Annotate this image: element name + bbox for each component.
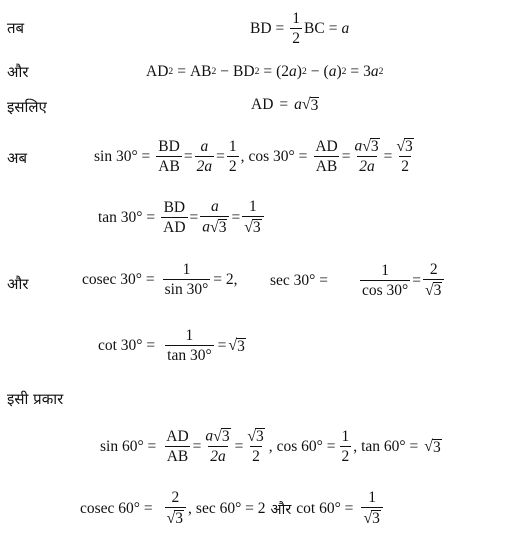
radicand: 3	[256, 428, 264, 445]
eq-ad-value	[251, 96, 319, 114]
comma: ,	[240, 147, 245, 165]
eq-cosec30	[82, 262, 238, 299]
numerator	[352, 138, 381, 156]
fraction-a-over-a-root3	[200, 199, 229, 237]
comma: ,	[353, 437, 358, 455]
radicand: 3	[237, 338, 245, 355]
radicand: 3	[252, 219, 261, 237]
label-isi-prakar: इसी प्रकार	[7, 390, 64, 408]
denominator: 2	[401, 158, 409, 176]
cos30-text: cos 30° =	[248, 147, 308, 165]
denominator: 2	[252, 448, 260, 466]
bd-text: BD	[250, 20, 272, 38]
equals-sign: =	[183, 147, 193, 165]
denominator: tan 30°	[167, 347, 212, 365]
paren-close: )	[296, 63, 302, 80]
numerator: AD	[315, 137, 338, 155]
fraction-ad-ab	[164, 429, 190, 466]
fraction-2-root3	[165, 490, 186, 528]
var-a: a	[328, 63, 337, 80]
equals-sign: =	[234, 437, 244, 455]
var-a: a	[294, 96, 302, 113]
denominator: 2a	[196, 157, 213, 175]
radical-sign: √	[210, 218, 219, 236]
radical-sign: √	[228, 337, 238, 355]
equals-sign: =	[189, 208, 199, 226]
sqrt-three	[362, 138, 379, 155]
radicand: 3	[218, 219, 227, 237]
radicand: 3	[432, 438, 441, 456]
minus-sign: −	[310, 63, 320, 80]
comma: ,	[188, 499, 192, 517]
ad-text: AD	[146, 63, 169, 80]
denominator: 2a	[359, 158, 375, 176]
fraction-bd-ab	[156, 139, 182, 176]
denominator: 2	[228, 157, 237, 175]
eq-sin30-cos30	[94, 138, 418, 176]
radical-sign: √	[166, 509, 176, 527]
numerator: 2	[171, 489, 180, 506]
fraction-1-sin30	[163, 262, 211, 299]
fraction-root3-2	[394, 138, 415, 176]
radical-sign: √	[213, 427, 222, 445]
eq-ad-squared: AD 2 = AB 2 − BD 2 = (2 a ) 2 − ( a ) 2 = 3 a 2	[146, 63, 384, 80]
denominator: 2	[292, 30, 301, 48]
denominator	[361, 507, 382, 527]
denominator	[423, 279, 444, 299]
numerator	[245, 428, 266, 446]
sqrt-three	[302, 96, 319, 114]
bc-text: BC	[304, 20, 325, 38]
numerator: 1	[249, 198, 257, 215]
sqrt-three	[425, 282, 442, 299]
eq-tan30	[98, 199, 266, 237]
equals-two-text: = 2,	[213, 271, 238, 289]
numerator: 1	[182, 261, 191, 278]
ab-text: AB	[189, 63, 212, 80]
equals-sign: =	[263, 63, 273, 80]
label-aur-1: और	[7, 63, 29, 81]
equals-sign: =	[216, 147, 225, 165]
numerator: 1	[292, 10, 301, 27]
cot30-text: cot 30° =	[98, 337, 156, 355]
radicand: 3	[221, 428, 230, 445]
denominator	[200, 216, 229, 236]
fraction-one-half	[290, 11, 302, 48]
radical-sign: √	[363, 509, 373, 527]
fraction-one-half	[340, 429, 352, 466]
radical-sign: √	[244, 218, 253, 236]
numerator	[203, 428, 232, 446]
comma: ,	[268, 437, 273, 455]
equals-sign: =	[350, 63, 360, 80]
sin60-text: sin 60° =	[100, 437, 157, 455]
denominator: AB	[315, 157, 338, 175]
radical-sign: √	[301, 96, 311, 113]
sqrt-three	[424, 438, 441, 456]
var-a: a	[289, 63, 297, 80]
numerator: a	[200, 137, 209, 155]
denominator: AD	[163, 218, 186, 236]
numerator: 1	[341, 427, 350, 445]
numerator	[394, 138, 415, 156]
radical-sign: √	[247, 427, 257, 445]
equals-sign: =	[177, 63, 186, 80]
sec30-text: sec 30° =	[270, 271, 328, 289]
equals-sign: =	[279, 96, 289, 113]
eq-sin60-cos60-tan60	[100, 428, 442, 466]
fraction-one-half	[227, 139, 239, 176]
equals-sign: =	[341, 147, 351, 165]
radical-sign: √	[424, 437, 433, 455]
fraction-bd-ad	[161, 200, 187, 237]
cosec30-text: cosec 30° =	[82, 271, 155, 289]
sqrt-three	[210, 219, 227, 236]
fraction-1-tan30	[165, 328, 214, 365]
equals-sign: =	[383, 147, 393, 165]
fraction-a-root3-2a	[352, 138, 381, 176]
numerator: a	[210, 198, 219, 215]
tan30-text: tan 30° =	[98, 208, 156, 226]
eq-cot30	[98, 328, 246, 365]
sqrt-three	[247, 428, 264, 445]
fraction-2-root3	[423, 262, 444, 300]
numerator: BD	[158, 137, 180, 155]
radical-sign: √	[396, 137, 406, 155]
tan60-text: tan 60° =	[361, 437, 419, 455]
fraction-a-2a	[195, 139, 215, 176]
numerator: 2	[429, 261, 438, 278]
equals-sign: =	[192, 437, 202, 455]
sqrt-three	[228, 337, 245, 355]
numerator: 1	[368, 489, 377, 506]
var-a: a	[205, 427, 214, 445]
sqrt-three	[213, 428, 230, 445]
bd-text: BD	[233, 63, 255, 80]
denominator	[242, 216, 263, 236]
coeff-3: 3	[363, 63, 371, 80]
radical-sign: √	[362, 137, 371, 155]
denominator: AB	[158, 157, 180, 175]
denominator: cos 30°	[361, 281, 409, 299]
var-a: a	[341, 20, 350, 38]
sqrt-three	[396, 138, 413, 155]
label-isliye: इसलिए	[7, 98, 47, 116]
radical-sign: √	[424, 281, 434, 299]
fraction-1-root3	[361, 490, 382, 528]
sqrt-three	[363, 510, 380, 527]
numerator: BD	[163, 198, 186, 216]
equals-sign: =	[412, 271, 421, 289]
numerator: 1	[185, 327, 194, 344]
eq-sec30	[270, 262, 446, 300]
numerator: AD	[166, 427, 189, 445]
fraction-ad-ab	[313, 139, 339, 176]
radicand: 3	[310, 96, 319, 114]
label-ab: अब	[7, 149, 28, 167]
denominator: AB	[166, 447, 189, 465]
fraction-a-root3-2a	[203, 428, 232, 466]
radicand: 3	[405, 138, 413, 155]
denominator	[165, 507, 186, 527]
fraction-1-cos30	[360, 263, 410, 300]
equals-sign: =	[275, 20, 285, 38]
numerator: 1	[381, 261, 389, 279]
radicand: 3	[433, 282, 442, 300]
equals-sign: =	[231, 208, 241, 226]
radicand: 3	[370, 138, 379, 155]
var-a: a	[354, 137, 363, 155]
label-tab: तब	[7, 19, 25, 37]
cos60-text: cos 60° =	[276, 437, 336, 455]
sqrt-three	[167, 510, 184, 527]
paren-close: )	[336, 63, 342, 80]
paren-open-2: (2	[276, 63, 290, 80]
denominator: 2	[341, 447, 350, 465]
cosec60-text: cosec 60° =	[80, 499, 153, 517]
label-aur-2: और	[7, 275, 29, 293]
fraction-1-root3	[242, 199, 263, 237]
eq-cosec60-sec60-cot60	[80, 490, 385, 528]
minus-sign: −	[220, 63, 230, 80]
numerator: 1	[228, 137, 237, 155]
radicand: 3	[372, 510, 380, 528]
label-aur-inline: और	[270, 501, 292, 518]
sin30-text: sin 30° =	[94, 147, 151, 165]
denominator: 2a	[210, 448, 226, 466]
var-a: a	[370, 63, 379, 80]
ad-text: AD	[251, 96, 274, 113]
sec60-text: sec 60° = 2	[195, 499, 266, 517]
cot60-text: cot 60° =	[296, 499, 354, 517]
fraction-root3-2	[245, 428, 266, 466]
eq-bd-half-bc	[250, 11, 349, 48]
denominator: sin 30°	[164, 281, 209, 299]
sqrt-three	[244, 219, 261, 236]
equals-sign: =	[328, 20, 338, 38]
paren-open: (	[323, 63, 329, 80]
radicand: 3	[175, 510, 184, 528]
equals-sign: =	[217, 337, 227, 355]
var-a: a	[202, 218, 211, 236]
